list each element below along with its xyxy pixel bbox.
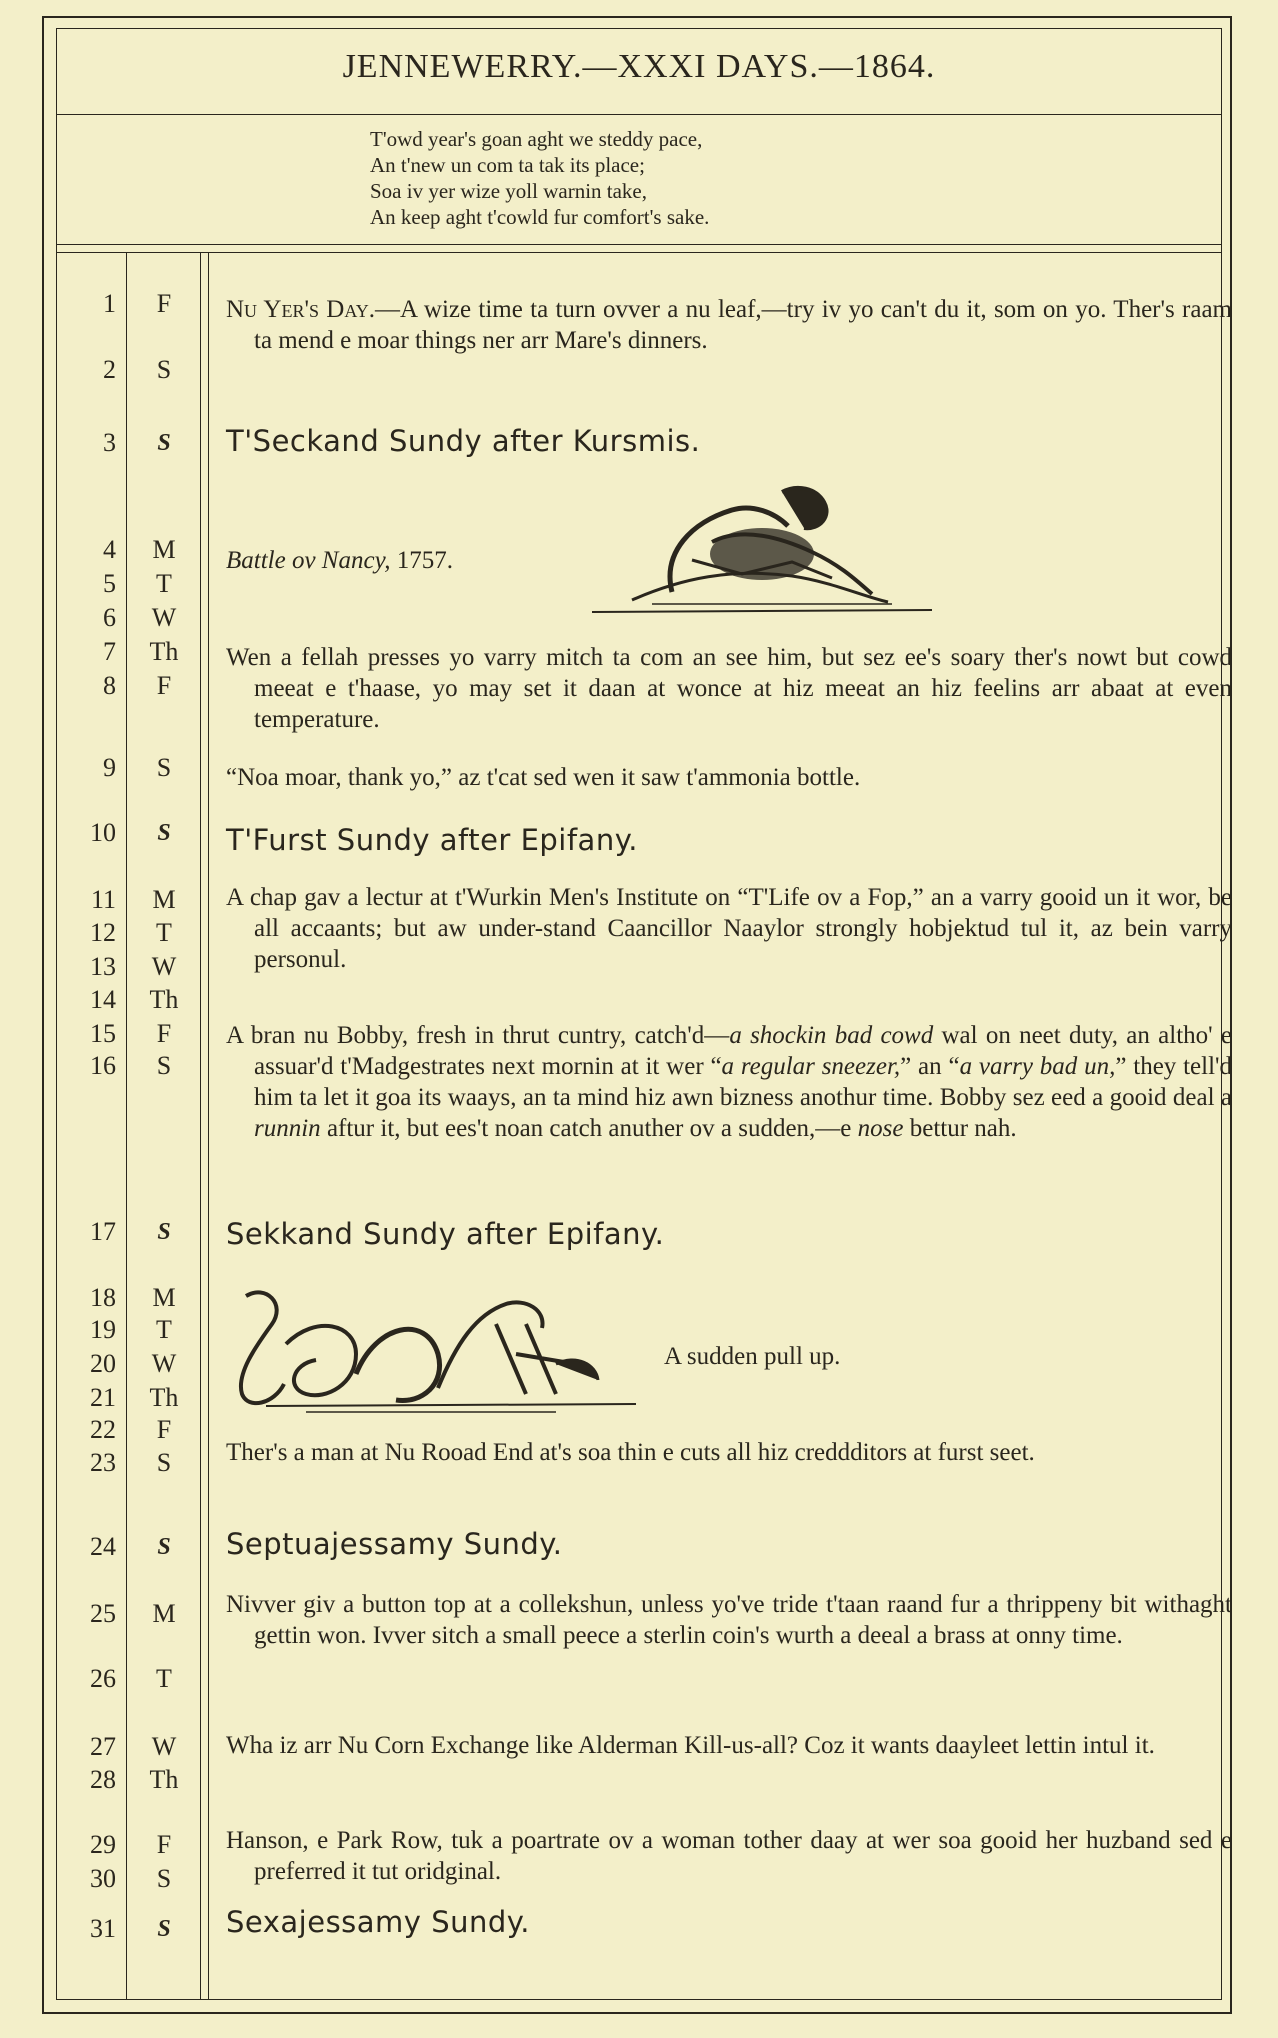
verse-line: Soa iv yer wize yoll warnin take,: [370, 179, 647, 203]
day-number: 27: [90, 1732, 116, 1761]
day-name: S: [156, 753, 172, 782]
day-name-sunday: S: [157, 1219, 171, 1245]
battle-name: Battle ov Nancy,: [226, 547, 391, 574]
bobby-text: ” they tell'd him ta let it goa its waays, an ta mind hiz awn bizness anothur time. Bobby sez eed a gooid deal a: [254, 1053, 1233, 1111]
day-name: Th: [149, 1383, 179, 1412]
entry-button: Nivver giv a button top at a collekshun, unless yo've tride t'taan raand fur a thrippeny bit withaght gettin won. Ivver sitch a small peece a sterlin coin's wurth a deeal a brass at onny time.: [226, 1591, 1232, 1649]
day-number: 22: [90, 1415, 116, 1444]
day-name: T: [156, 1315, 172, 1344]
day-number: 12: [90, 918, 116, 947]
heading-sundy-17: Sekkand Sundy after Epifany.: [226, 1217, 665, 1251]
verse-line: T'owd year's goan aght we steddy pace,: [370, 127, 703, 151]
day-number: 16: [90, 1051, 116, 1080]
day-number: 1: [103, 289, 116, 318]
illustration-sudden-pull: [226, 1284, 646, 1418]
day-number: 13: [90, 952, 116, 981]
verse-line: An keep aght t'cowld fur comfort's sake.: [370, 205, 710, 229]
title-rule: [56, 114, 1222, 115]
day-number: 3: [103, 428, 116, 457]
illustration-rider: [592, 482, 932, 622]
entry-bobby: [226, 1020, 1232, 1144]
day-number: 23: [90, 1448, 116, 1477]
day-name: W: [151, 952, 177, 981]
bobby-italic: nose: [857, 1115, 904, 1142]
verse-rule-bottom: [56, 252, 1222, 253]
bobby-italic: a shockin bad cowd: [729, 1022, 934, 1049]
day-name: W: [151, 603, 177, 632]
day-name: W: [151, 1349, 177, 1378]
entry-hanson: Hanson, e Park Row, tuk a poartrate ov a woman tother daay at wer soa gooid her huzband sed e preferred it tut oridginal.: [226, 1827, 1232, 1885]
day-number: 28: [90, 1765, 116, 1794]
day-number: 31: [90, 1914, 116, 1943]
nu-yer-text: —A wize time ta turn ovver a nu leaf,—try iv yo can't du it, som on yo. Ther's raam ta mend e moar things ner arr Mare's dinners.: [254, 296, 1232, 354]
day-number: 2: [103, 355, 116, 384]
battle-year: 1757.: [390, 547, 454, 574]
day-number: 10: [90, 818, 116, 847]
day-number: 30: [90, 1864, 116, 1893]
day-number: 19: [90, 1315, 116, 1344]
verse-rule-top: [56, 244, 1222, 245]
entry-battle: [226, 545, 626, 576]
day-name: Th: [149, 1765, 179, 1794]
day-number: 29: [90, 1830, 116, 1859]
bobby-italic: a varry bad un,: [959, 1053, 1116, 1080]
heading-sundy-31: Sexajessamy Sundy.: [226, 1905, 531, 1939]
day-number: 20: [90, 1349, 116, 1378]
day-number: 26: [90, 1664, 116, 1693]
entry-sudden: A sudden pull up.: [664, 1343, 841, 1370]
day-number: 17: [90, 1217, 116, 1246]
page-title: JENNEWERRY.—XXXI DAYS.—1864.: [342, 48, 936, 85]
heading-sundy-3: T'Seckand Sundy after Kursmis.: [226, 424, 701, 458]
bobby-text: wal on neet duty, an altho' e assuar'd t'Madgestrates next mornin at it wer “: [254, 1022, 1232, 1080]
verse: [370, 126, 709, 230]
day-name: S: [156, 1448, 172, 1477]
day-name: F: [156, 1019, 172, 1048]
day-number: 21: [90, 1383, 116, 1412]
day-number: 18: [90, 1283, 116, 1312]
day-name: Th: [149, 637, 179, 666]
day-number: 4: [103, 535, 116, 564]
day-name: S: [156, 355, 172, 384]
entry-thin-man: Ther's a man at Nu Rooad End at's soa thin e cuts all hiz creddditors at furst seet.: [226, 1439, 1035, 1466]
day-name: S: [156, 1864, 172, 1893]
day-name: F: [156, 289, 172, 318]
day-name-sunday: S: [157, 1534, 171, 1560]
column-divider: [200, 252, 201, 2000]
day-number: 9: [103, 753, 116, 782]
bobby-italic: a regular sneezer,: [721, 1053, 901, 1080]
bobby-text: A bran nu Bobby, fresh in thrut cuntry, catch'd—: [226, 1022, 730, 1049]
verse-line: An t'new un com ta tak its place;: [370, 153, 645, 177]
day-number: 11: [90, 885, 116, 914]
day-number: 25: [90, 1599, 116, 1628]
day-name: T: [156, 569, 172, 598]
entry-chap: A chap gav a lectur at t'Wurkin Men's Institute on “T'Life ov a Fop,” an a varry gooid un it wor, be all accaants; but aw under-stand Caancillor Naaylor strongly hobjektud tul it, az bein varry personul.: [226, 884, 1232, 973]
day-number: 7: [103, 637, 116, 666]
heading-sundy-24: Septuajessamy Sundy.: [226, 1527, 563, 1561]
bobby-text: bettur nah.: [903, 1115, 1017, 1142]
entry-fellah: Wen a fellah presses yo varry mitch ta com an see him, but sez ee's soary ther's nowt but cowd meeat e t'haase, yo may set it daan at wonce at hiz meeat an hiz feelins arr abaat at even temperature.: [226, 644, 1232, 733]
day-name: T: [156, 1664, 172, 1693]
day-name: F: [156, 1830, 172, 1859]
day-name: M: [152, 1599, 176, 1628]
day-number: 5: [103, 569, 116, 598]
column-divider: [126, 252, 127, 2000]
day-number: 6: [103, 603, 116, 632]
nu-yer-label: Nu Yer's Day.: [226, 296, 375, 323]
day-name-sunday: S: [157, 820, 171, 846]
day-name: F: [156, 1415, 172, 1444]
column-divider: [208, 252, 209, 2000]
day-name: S: [156, 1051, 172, 1080]
day-name: M: [152, 1283, 176, 1312]
day-number: 24: [90, 1532, 116, 1561]
day-number: 15: [90, 1019, 116, 1048]
heading-sundy-10: T'Furst Sundy after Epifany.: [226, 823, 638, 857]
day-name: W: [151, 1732, 177, 1761]
entry-corn: Wha iz arr Nu Corn Exchange like Alderman Kill-us-all? Coz it wants daayleet lettin intul it.: [226, 1732, 1155, 1759]
day-name: M: [152, 535, 176, 564]
day-name: M: [152, 885, 176, 914]
day-name-sunday: S: [157, 430, 171, 456]
day-number: 14: [90, 985, 116, 1014]
day-name-sunday: S: [157, 1916, 171, 1942]
day-number: 8: [103, 671, 116, 700]
bobby-italic: runnin: [254, 1115, 321, 1142]
day-name: F: [156, 671, 172, 700]
bobby-text: aftur it, but ees't noan catch anuther ov a sudden,—e: [320, 1115, 858, 1142]
bobby-text: ” an “: [900, 1053, 960, 1080]
day-name: Th: [149, 985, 179, 1014]
day-name: T: [156, 918, 172, 947]
entry-nu-yer: [226, 294, 1232, 356]
entry-cat: “Noa moar, thank yo,” az t'cat sed wen it saw t'ammonia bottle.: [226, 764, 861, 791]
